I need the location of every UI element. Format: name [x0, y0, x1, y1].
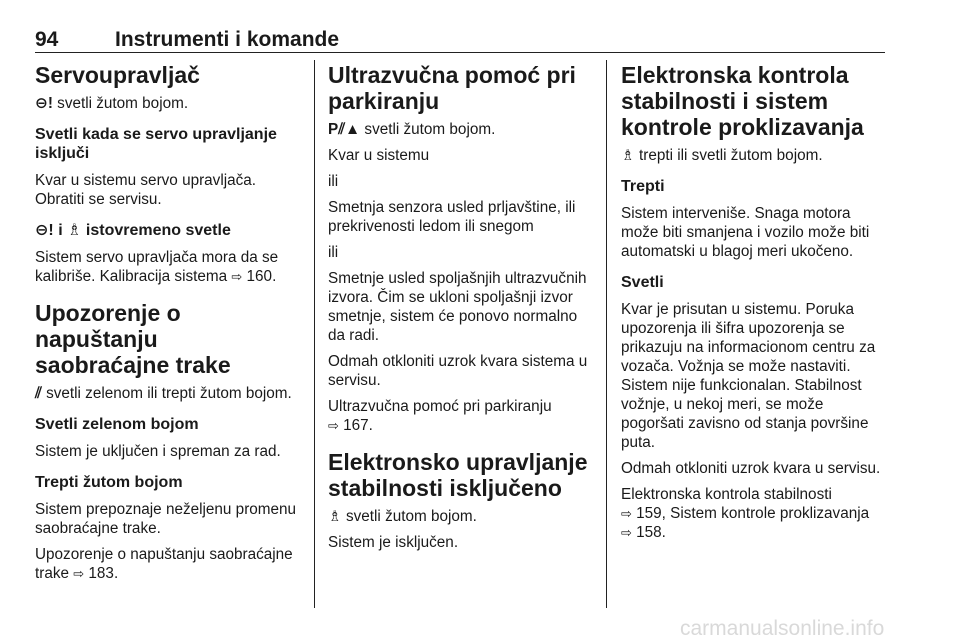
reference-arrow-icon: ⇨ — [73, 566, 85, 581]
reference-arrow-icon: ⇨ — [621, 506, 632, 521]
chapter-title: Instrumenti i komande — [115, 28, 340, 51]
parking-assist-icon: P⫽▲ — [328, 121, 361, 138]
column-3 — [621, 60, 887, 549]
paragraph: P⫽▲ svetli žutom bojom. — [328, 121, 496, 138]
subheading: Trepti žutom bojom — [35, 474, 183, 491]
paragraph: Kvar u sistemu — [328, 147, 430, 164]
stability-control-icon: ♗ — [621, 147, 635, 164]
paragraph: ⫽ svetli zelenom ili trepti žutom bojom. — [35, 385, 292, 402]
power-steering-icon: ⊖! — [35, 222, 54, 239]
section-title-esc-off: Elektronsko upravljanje stabilnosti isključeno — [328, 449, 588, 501]
paragraph: Sistem je isključen. — [328, 534, 459, 551]
paragraph: Smetnje usled spoljašnjih ultrazvučnih izvora. Čim se ukloni spoljašnji izvor smetnje, sistem će ponovo normalno da radi. — [328, 270, 587, 344]
page-number: 94 — [35, 28, 59, 51]
subheading: Trepti — [621, 178, 665, 195]
paragraph: ♗ svetli žutom bojom. — [328, 508, 477, 525]
paragraph: Sistem servo upravljača mora da se kalibriše. Kalibracija sistema ⇨ 160. — [35, 249, 279, 285]
paragraph: Elektronska kontrola stabilnosti ⇨ 159, Sistem kontrole proklizavanja ⇨ 158. — [621, 486, 870, 541]
paragraph: Sistem je uključen i spreman za rad. — [35, 443, 281, 460]
section-title-esc-traction: Elektronska kontrola stabilnosti i sistem kontrole proklizavanja — [621, 62, 864, 140]
subheading: ⊖! i ♗ istovremeno svetle — [35, 222, 231, 239]
subheading: Svetli kada se servo upravljanje isključi — [35, 126, 277, 162]
paragraph: Kvar u sistemu servo upravljača. Obratiti se servisu. — [35, 172, 257, 208]
stability-control-icon: ♗ — [67, 222, 82, 239]
reference-arrow-icon: ⇨ — [621, 525, 632, 540]
paragraph: Ultrazvučna pomoć pri parkiranju ⇨ 167. — [328, 398, 552, 434]
paragraph: Kvar je prisutan u sistemu. Poruka upozorenja ili šifra upozorenja se prikazuju na informacionom centru za vozača. Vožnja se može nastaviti. Sistem nije funkcionalan. Stabilnost vožnje, u nekoj meri, se može pogoršati zavisno od stanja površine puta. — [621, 301, 876, 451]
column-1 — [35, 60, 297, 590]
subheading: Svetli — [621, 274, 664, 291]
lane-departure-icon: ⫽ — [35, 385, 42, 402]
paragraph: Smetnja senzora usled prljavštine, ili prekrivenosti ledom ili snegom — [328, 199, 576, 235]
reference-arrow-icon: ⇨ — [328, 418, 339, 433]
paragraph: Sistem interveniše. Snaga motora može biti smanjena i vozilo može biti automatski u blagoj meri ukočeno. — [621, 205, 870, 260]
paragraph: Odmah otkloniti uzrok kvara u servisu. — [621, 460, 881, 477]
power-steering-icon: ⊖! — [35, 95, 53, 112]
paragraph: Upozorenje o napuštanju saobraćajne trake ⇨ 183. — [35, 546, 293, 582]
section-title-power-steering: Servoupravljač — [35, 62, 200, 88]
paragraph: Odmah otkloniti uzrok kvara sistema u servisu. — [328, 353, 588, 389]
reference-arrow-icon: ⇨ — [231, 269, 243, 284]
column-2 — [328, 60, 590, 559]
page-header — [35, 30, 885, 53]
section-title-parking-assist: Ultrazvučna pomoć pri parkiranju — [328, 62, 576, 114]
paragraph: ⊖! svetli žutom bojom. — [35, 95, 189, 112]
paragraph: ♗ trepti ili svetli žutom bojom. — [621, 147, 823, 164]
paragraph: ili — [328, 244, 339, 261]
watermark: carmanualsonline.info — [680, 617, 885, 640]
paragraph: ili — [328, 173, 339, 190]
subheading: Svetli zelenom bojom — [35, 416, 199, 433]
column-divider — [314, 60, 315, 608]
esc-off-icon: ♗ — [328, 508, 342, 525]
column-divider — [606, 60, 607, 608]
paragraph: Sistem prepoznaje neželjenu promenu saobraćajne trake. — [35, 501, 297, 537]
section-title-lane-departure: Upozorenje o napuštanju saobraćajne trake — [35, 300, 231, 378]
